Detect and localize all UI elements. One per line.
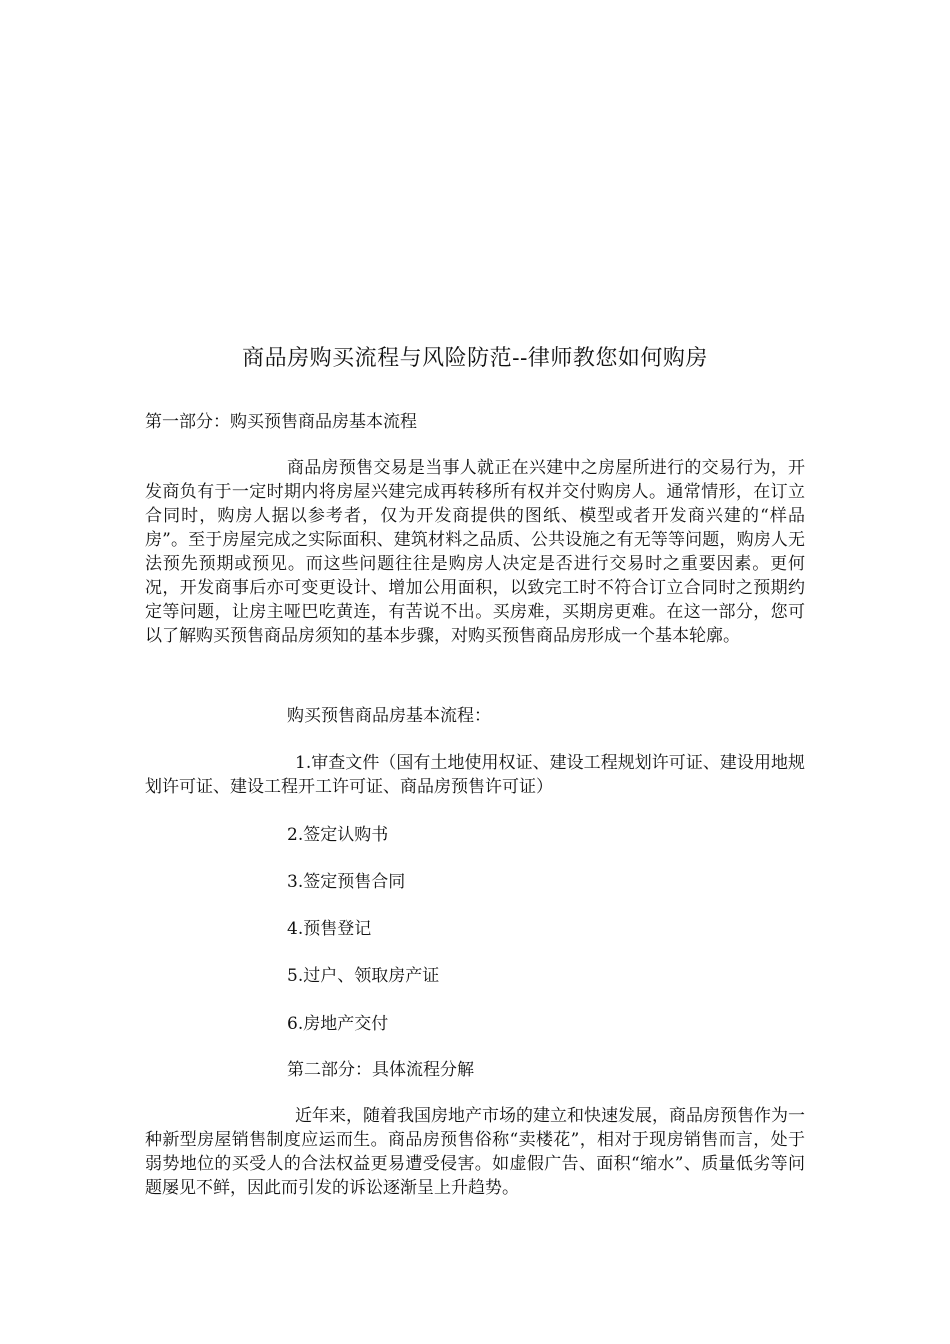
step-item-4: 4.预售登记 — [287, 919, 372, 939]
part1-heading: 第一部分：购买预售商品房基本流程 — [145, 412, 417, 432]
part2-heading: 第二部分：具体流程分解 — [287, 1060, 474, 1080]
step-item-6: 6.房地产交付 — [287, 1014, 389, 1034]
step-item-2: 2.签定认购书 — [287, 825, 389, 845]
step-item-1: 1.审查文件（国有土地使用权证、建设工程规划许可证、建设用地规划许可证、建设工程开工许可证、商品房预售许可证） — [145, 753, 805, 797]
step-item-3: 3.签定预售合同 — [287, 872, 406, 892]
document-title: 商品房购买流程与风险防范--律师教您如何购房 — [242, 346, 708, 371]
part2-intro-paragraph: 近年来，随着我国房地产市场的建立和快速发展，商品房预售作为一种新型房屋销售制度应运而生。商品房预售俗称“卖楼花”，相对于现房销售而言，处于弱势地位的买受人的合法权益更易遭受侵害。如虚假广告、面积“缩水”、质量低劣等问题屡见不鲜，因此而引发的诉讼逐渐呈上升趋势。 — [145, 1106, 805, 1198]
part1-intro-paragraph: 商品房预售交易是当事人就正在兴建中之房屋所进行的交易行为，开发商负有于一定时期内将房屋兴建完成再转移所有权并交付购房人。通常情形，在订立合同时，购房人据以参考者，仅为开发商提供的图纸、模型或者开发商兴建的“样品房”。至于房屋完成之实际面积、建筑材料之品质、公共设施之有无等等问题，购房人无法预先预期或预见。而这些问题往往是购房人决定是否进行交易时之重要因素。更何况，开发商事后亦可变更设计、增加公用面积，以致完工时不符合订立合同时之预期约定等问题，让房主哑巴吃黄连，有苦说不出。买房难，买期房更难。在这一部分，您可以了解购买预售商品房须知的基本步骤，对购买预售商品房形成一个基本轮廓。 — [145, 458, 805, 646]
flow-heading: 购买预售商品房基本流程： — [287, 706, 491, 726]
step-item-5: 5.过户、领取房产证 — [287, 966, 440, 986]
